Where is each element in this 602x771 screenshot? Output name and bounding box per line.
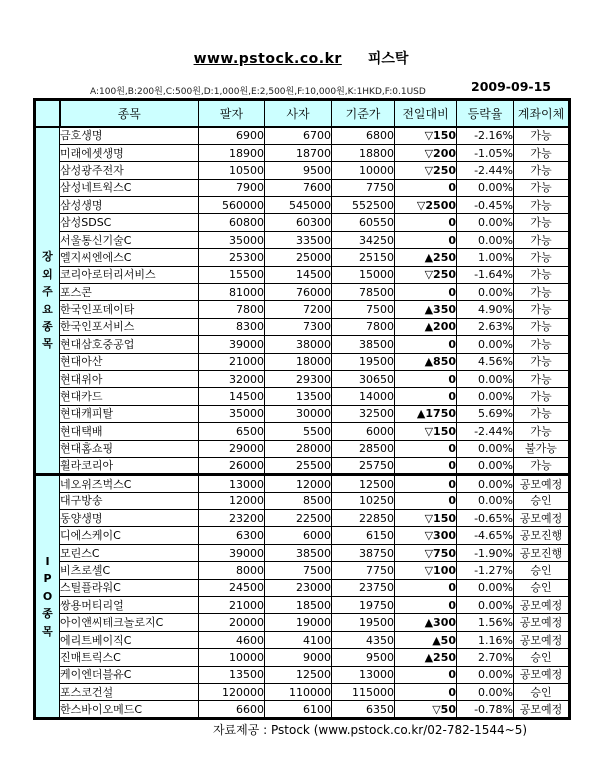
change-rate: 2.63% bbox=[457, 318, 514, 335]
base-price: 30650 bbox=[332, 370, 395, 387]
stock-name: 삼성광주전자 bbox=[60, 162, 199, 179]
stock-name: 에리트베이직C bbox=[60, 631, 199, 648]
transfer-status: 가능 bbox=[514, 388, 570, 405]
change-rate: -2.16% bbox=[457, 127, 514, 144]
change-rate: -2.44% bbox=[457, 162, 514, 179]
transfer-status: 가능 bbox=[514, 197, 570, 214]
change-value: ▽150 bbox=[395, 423, 457, 440]
transfer-status: 공모예정 bbox=[514, 510, 570, 527]
buy-price: 8500 bbox=[265, 492, 332, 509]
change-rate: 0.00% bbox=[457, 370, 514, 387]
base-price: 7750 bbox=[332, 179, 395, 196]
table-row bbox=[35, 631, 570, 648]
table-row bbox=[35, 579, 570, 596]
stock-name: 현대위아 bbox=[60, 370, 199, 387]
stock-name: 한스바이오메드C bbox=[60, 701, 199, 718]
base-price: 13000 bbox=[332, 666, 395, 683]
change-value: 0 bbox=[395, 388, 457, 405]
change-value: ▲250 bbox=[395, 249, 457, 266]
table-row bbox=[35, 301, 570, 318]
stock-name: 서울통신기술C bbox=[60, 231, 199, 248]
change-value: 0 bbox=[395, 579, 457, 596]
header-buy-price: 사자 bbox=[265, 100, 332, 128]
sell-price: 26000 bbox=[199, 457, 265, 474]
change-value: ▽150 bbox=[395, 510, 457, 527]
table-row bbox=[35, 544, 570, 561]
buy-price: 18700 bbox=[265, 144, 332, 161]
stock-name: 현대카드 bbox=[60, 388, 199, 405]
change-value: 0 bbox=[395, 370, 457, 387]
change-value: ▽250 bbox=[395, 162, 457, 179]
stock-table-body bbox=[35, 127, 570, 718]
base-price: 25750 bbox=[332, 457, 395, 474]
change-value: ▽250 bbox=[395, 266, 457, 283]
stock-name: 아이앤씨테크놀로지C bbox=[60, 614, 199, 631]
base-price: 7750 bbox=[332, 562, 395, 579]
transfer-status: 가능 bbox=[514, 405, 570, 422]
transfer-status: 가능 bbox=[514, 353, 570, 370]
buy-price: 38500 bbox=[265, 544, 332, 561]
transfer-status: 승인 bbox=[514, 562, 570, 579]
stock-name: 진매트릭스C bbox=[60, 649, 199, 666]
sell-price: 6900 bbox=[199, 127, 265, 144]
change-value: ▲350 bbox=[395, 301, 457, 318]
change-value: ▲50 bbox=[395, 631, 457, 648]
change-rate: 1.00% bbox=[457, 249, 514, 266]
table-row bbox=[35, 492, 570, 509]
sell-price: 81000 bbox=[199, 284, 265, 301]
base-price: 4350 bbox=[332, 631, 395, 648]
change-value: 0 bbox=[395, 336, 457, 353]
change-rate: -0.78% bbox=[457, 701, 514, 718]
sell-price: 13500 bbox=[199, 666, 265, 683]
transfer-status: 가능 bbox=[514, 284, 570, 301]
change-value: ▽100 bbox=[395, 562, 457, 579]
buy-price: 14500 bbox=[265, 266, 332, 283]
base-price: 38750 bbox=[332, 544, 395, 561]
sell-price: 29000 bbox=[199, 440, 265, 457]
table-row bbox=[35, 179, 570, 196]
table-row bbox=[35, 127, 570, 144]
stock-name: 현대택배 bbox=[60, 423, 199, 440]
buy-price: 7200 bbox=[265, 301, 332, 318]
base-price: 25150 bbox=[332, 249, 395, 266]
buy-price: 12500 bbox=[265, 666, 332, 683]
change-rate: 0.00% bbox=[457, 666, 514, 683]
sell-price: 10000 bbox=[199, 649, 265, 666]
change-rate: 0.00% bbox=[457, 214, 514, 231]
change-value: ▲300 bbox=[395, 614, 457, 631]
sell-price: 560000 bbox=[199, 197, 265, 214]
table-row bbox=[35, 475, 570, 492]
base-price: 19500 bbox=[332, 614, 395, 631]
change-rate: -1.05% bbox=[457, 144, 514, 161]
sell-price: 15500 bbox=[199, 266, 265, 283]
change-value: 0 bbox=[395, 597, 457, 614]
base-price: 23750 bbox=[332, 579, 395, 596]
transfer-status: 공모예정 bbox=[514, 701, 570, 718]
buy-price: 9000 bbox=[265, 649, 332, 666]
base-price: 78500 bbox=[332, 284, 395, 301]
stock-name: 엘지씨엔에스C bbox=[60, 249, 199, 266]
buy-price: 6000 bbox=[265, 527, 332, 544]
base-price: 28500 bbox=[332, 440, 395, 457]
base-price: 6350 bbox=[332, 701, 395, 718]
buy-price: 6100 bbox=[265, 701, 332, 718]
base-price: 32500 bbox=[332, 405, 395, 422]
table-row bbox=[35, 440, 570, 457]
change-rate: 1.56% bbox=[457, 614, 514, 631]
base-price: 15000 bbox=[332, 266, 395, 283]
transfer-status: 가능 bbox=[514, 423, 570, 440]
transfer-status: 공모진행 bbox=[514, 527, 570, 544]
sell-price: 14500 bbox=[199, 388, 265, 405]
table-row bbox=[35, 370, 570, 387]
base-price: 6800 bbox=[332, 127, 395, 144]
table-row bbox=[35, 284, 570, 301]
table-row bbox=[35, 144, 570, 161]
change-value: ▽300 bbox=[395, 527, 457, 544]
change-rate: 0.00% bbox=[457, 684, 514, 701]
change-value: 0 bbox=[395, 231, 457, 248]
base-price: 19750 bbox=[332, 597, 395, 614]
base-price: 19500 bbox=[332, 353, 395, 370]
buy-price: 28000 bbox=[265, 440, 332, 457]
base-price: 115000 bbox=[332, 684, 395, 701]
base-price: 7800 bbox=[332, 318, 395, 335]
transfer-status: 가능 bbox=[514, 266, 570, 283]
base-price: 9500 bbox=[332, 649, 395, 666]
sell-price: 20000 bbox=[199, 614, 265, 631]
transfer-status: 승인 bbox=[514, 579, 570, 596]
buy-price: 7500 bbox=[265, 562, 332, 579]
transfer-status: 가능 bbox=[514, 457, 570, 474]
change-rate: 0.00% bbox=[457, 336, 514, 353]
stock-name: 네오위즈벅스C bbox=[60, 475, 199, 492]
table-row bbox=[35, 249, 570, 266]
change-rate: 1.16% bbox=[457, 631, 514, 648]
sell-price: 23200 bbox=[199, 510, 265, 527]
base-price: 552500 bbox=[332, 197, 395, 214]
page-title bbox=[0, 48, 602, 68]
change-value: ▲250 bbox=[395, 649, 457, 666]
table-row bbox=[35, 701, 570, 718]
change-value: 0 bbox=[395, 179, 457, 196]
change-value: ▲200 bbox=[395, 318, 457, 335]
change-rate: 0.00% bbox=[457, 597, 514, 614]
buy-price: 30000 bbox=[265, 405, 332, 422]
sell-price: 21000 bbox=[199, 353, 265, 370]
buy-price: 25000 bbox=[265, 249, 332, 266]
change-value: ▲1750 bbox=[395, 405, 457, 422]
stock-name: 모린스C bbox=[60, 544, 199, 561]
change-value: ▲850 bbox=[395, 353, 457, 370]
change-rate: 4.90% bbox=[457, 301, 514, 318]
buy-price: 76000 bbox=[265, 284, 332, 301]
change-value: ▽750 bbox=[395, 544, 457, 561]
table-row bbox=[35, 510, 570, 527]
sell-price: 7800 bbox=[199, 301, 265, 318]
change-rate: 0.00% bbox=[457, 179, 514, 196]
change-value: ▽150 bbox=[395, 127, 457, 144]
table-row bbox=[35, 423, 570, 440]
transfer-status: 가능 bbox=[514, 214, 570, 231]
sell-price: 39000 bbox=[199, 544, 265, 561]
change-rate: 2.70% bbox=[457, 649, 514, 666]
change-rate: 0.00% bbox=[457, 388, 514, 405]
transfer-status: 가능 bbox=[514, 144, 570, 161]
change-rate: 5.69% bbox=[457, 405, 514, 422]
stock-name: 한국인포서비스 bbox=[60, 318, 199, 335]
change-rate: -2.44% bbox=[457, 423, 514, 440]
stock-name: 미래에셋생명 bbox=[60, 144, 199, 161]
change-value: ▽50 bbox=[395, 701, 457, 718]
header-rate: 등락율 bbox=[457, 100, 514, 128]
table-row bbox=[35, 684, 570, 701]
header-corner-cell bbox=[35, 100, 60, 128]
buy-price: 6700 bbox=[265, 127, 332, 144]
transfer-status: 공모예정 bbox=[514, 631, 570, 648]
buy-price: 5500 bbox=[265, 423, 332, 440]
buy-price: 29300 bbox=[265, 370, 332, 387]
transfer-status: 공모예정 bbox=[514, 666, 570, 683]
buy-price: 7600 bbox=[265, 179, 332, 196]
table-row bbox=[35, 649, 570, 666]
price-unit-legend: A:100원,B:200원,C:500원,D:1,000원,E:2,500원,F:10,000원,K:1HKD,F:0.1USD bbox=[90, 87, 426, 97]
stock-name: 비츠로셀C bbox=[60, 562, 199, 579]
sell-price: 24500 bbox=[199, 579, 265, 596]
stock-name: 삼성생명 bbox=[60, 197, 199, 214]
stock-name: 쌍용머티리얼 bbox=[60, 597, 199, 614]
stock-name: 포스코건설 bbox=[60, 684, 199, 701]
stock-table bbox=[33, 98, 571, 720]
table-row bbox=[35, 336, 570, 353]
buy-price: 18000 bbox=[265, 353, 332, 370]
table-row bbox=[35, 353, 570, 370]
change-rate: 4.56% bbox=[457, 353, 514, 370]
base-price: 6000 bbox=[332, 423, 395, 440]
table-row bbox=[35, 562, 570, 579]
base-price: 10000 bbox=[332, 162, 395, 179]
stock-name: 삼성네트웍스C bbox=[60, 179, 199, 196]
base-price: 60550 bbox=[332, 214, 395, 231]
stock-name: 대구방송 bbox=[60, 492, 199, 509]
change-value: 0 bbox=[395, 684, 457, 701]
stock-name: 삼성SDSC bbox=[60, 214, 199, 231]
transfer-status: 가능 bbox=[514, 301, 570, 318]
table-row bbox=[35, 614, 570, 631]
change-rate: 0.00% bbox=[457, 457, 514, 474]
buy-price: 12000 bbox=[265, 475, 332, 492]
base-price: 34250 bbox=[332, 231, 395, 248]
change-value: 0 bbox=[395, 284, 457, 301]
change-value: 0 bbox=[395, 457, 457, 474]
transfer-status: 가능 bbox=[514, 249, 570, 266]
table-row bbox=[35, 597, 570, 614]
transfer-status: 승인 bbox=[514, 492, 570, 509]
change-rate: -4.65% bbox=[457, 527, 514, 544]
stock-name: 동양생명 bbox=[60, 510, 199, 527]
brand-name: 피스탁 bbox=[367, 51, 409, 67]
base-price: 10250 bbox=[332, 492, 395, 509]
sell-price: 35000 bbox=[199, 231, 265, 248]
base-price: 6150 bbox=[332, 527, 395, 544]
buy-price: 4100 bbox=[265, 631, 332, 648]
sell-price: 10500 bbox=[199, 162, 265, 179]
sell-price: 8300 bbox=[199, 318, 265, 335]
buy-price: 13500 bbox=[265, 388, 332, 405]
data-source-footer: 자료제공 : Pstock (www.pstock.co.kr/02-782-1544~5) bbox=[212, 723, 528, 737]
buy-price: 38000 bbox=[265, 336, 332, 353]
table-row bbox=[35, 666, 570, 683]
transfer-status: 공모예정 bbox=[514, 614, 570, 631]
report-date: 2009-09-15 bbox=[471, 79, 551, 94]
header-row bbox=[35, 100, 570, 128]
header-sell-price: 팔자 bbox=[199, 100, 265, 128]
sell-price: 8000 bbox=[199, 562, 265, 579]
group-label-otc-major: 장 외 주 요 종 목 bbox=[35, 127, 60, 475]
change-value: 0 bbox=[395, 440, 457, 457]
sell-price: 6300 bbox=[199, 527, 265, 544]
transfer-status: 불가능 bbox=[514, 440, 570, 457]
stock-name: 현대삼호중공업 bbox=[60, 336, 199, 353]
sell-price: 120000 bbox=[199, 684, 265, 701]
transfer-status: 가능 bbox=[514, 336, 570, 353]
transfer-status: 가능 bbox=[514, 231, 570, 248]
base-price: 18800 bbox=[332, 144, 395, 161]
sell-price: 21000 bbox=[199, 597, 265, 614]
stock-name: 금호생명 bbox=[60, 127, 199, 144]
stock-name: 현대아산 bbox=[60, 353, 199, 370]
sell-price: 12000 bbox=[199, 492, 265, 509]
sell-price: 6500 bbox=[199, 423, 265, 440]
base-price: 7500 bbox=[332, 301, 395, 318]
stock-name: 코리아로터리서비스 bbox=[60, 266, 199, 283]
buy-price: 7300 bbox=[265, 318, 332, 335]
sell-price: 18900 bbox=[199, 144, 265, 161]
transfer-status: 공모진행 bbox=[514, 544, 570, 561]
buy-price: 33500 bbox=[265, 231, 332, 248]
base-price: 14000 bbox=[332, 388, 395, 405]
change-rate: -1.90% bbox=[457, 544, 514, 561]
sell-price: 25300 bbox=[199, 249, 265, 266]
sell-price: 32000 bbox=[199, 370, 265, 387]
stock-name: 디에스케이C bbox=[60, 527, 199, 544]
stock-name: 포스콘 bbox=[60, 284, 199, 301]
table-row bbox=[35, 527, 570, 544]
buy-price: 19000 bbox=[265, 614, 332, 631]
transfer-status: 공모예정 bbox=[514, 475, 570, 492]
change-value: 0 bbox=[395, 666, 457, 683]
stock-name: 스틸플라워C bbox=[60, 579, 199, 596]
change-rate: -0.65% bbox=[457, 510, 514, 527]
change-rate: 0.00% bbox=[457, 475, 514, 492]
transfer-status: 가능 bbox=[514, 127, 570, 144]
table-row bbox=[35, 388, 570, 405]
sell-price: 6600 bbox=[199, 701, 265, 718]
change-rate: -1.27% bbox=[457, 562, 514, 579]
header-change: 전일대비 bbox=[395, 100, 457, 128]
stock-name: 휠라코리아 bbox=[60, 457, 199, 474]
sell-price: 39000 bbox=[199, 336, 265, 353]
group-label-ipo: I P O 종 목 bbox=[35, 475, 60, 718]
table-row bbox=[35, 197, 570, 214]
base-price: 12500 bbox=[332, 475, 395, 492]
change-value: 0 bbox=[395, 214, 457, 231]
table-row bbox=[35, 231, 570, 248]
base-price: 22850 bbox=[332, 510, 395, 527]
sell-price: 60800 bbox=[199, 214, 265, 231]
table-row bbox=[35, 266, 570, 283]
sell-price: 4600 bbox=[199, 631, 265, 648]
change-value: 0 bbox=[395, 492, 457, 509]
sell-price: 7900 bbox=[199, 179, 265, 196]
transfer-status: 가능 bbox=[514, 318, 570, 335]
stock-name: 현대홈쇼핑 bbox=[60, 440, 199, 457]
transfer-status: 가능 bbox=[514, 162, 570, 179]
change-value: ▽2500 bbox=[395, 197, 457, 214]
buy-price: 23000 bbox=[265, 579, 332, 596]
stock-name: 한국인포데이타 bbox=[60, 301, 199, 318]
table-row bbox=[35, 318, 570, 335]
table-row bbox=[35, 214, 570, 231]
change-rate: 0.00% bbox=[457, 579, 514, 596]
buy-price: 9500 bbox=[265, 162, 332, 179]
header-base-price: 기준가 bbox=[332, 100, 395, 128]
buy-price: 22500 bbox=[265, 510, 332, 527]
change-rate: 0.00% bbox=[457, 492, 514, 509]
table-row bbox=[35, 405, 570, 422]
buy-price: 545000 bbox=[265, 197, 332, 214]
stock-name: 케이엔더블유C bbox=[60, 666, 199, 683]
change-rate: -1.64% bbox=[457, 266, 514, 283]
transfer-status: 가능 bbox=[514, 179, 570, 196]
transfer-status: 승인 bbox=[514, 684, 570, 701]
change-value: ▽200 bbox=[395, 144, 457, 161]
stock-name: 현대캐피탈 bbox=[60, 405, 199, 422]
sell-price: 35000 bbox=[199, 405, 265, 422]
change-rate: 0.00% bbox=[457, 231, 514, 248]
table-row bbox=[35, 162, 570, 179]
change-rate: 0.00% bbox=[457, 440, 514, 457]
transfer-status: 승인 bbox=[514, 649, 570, 666]
transfer-status: 공모예정 bbox=[514, 597, 570, 614]
header-transfer: 계좌이체 bbox=[514, 100, 570, 128]
site-url-link[interactable]: www.pstock.co.kr bbox=[193, 51, 342, 67]
buy-price: 25500 bbox=[265, 457, 332, 474]
change-rate: -0.45% bbox=[457, 197, 514, 214]
buy-price: 18500 bbox=[265, 597, 332, 614]
change-rate: 0.00% bbox=[457, 284, 514, 301]
header-stock-name: 종목 bbox=[60, 100, 199, 128]
change-value: 0 bbox=[395, 475, 457, 492]
table-row bbox=[35, 457, 570, 474]
buy-price: 60300 bbox=[265, 214, 332, 231]
buy-price: 110000 bbox=[265, 684, 332, 701]
sell-price: 13000 bbox=[199, 475, 265, 492]
transfer-status: 가능 bbox=[514, 370, 570, 387]
base-price: 38500 bbox=[332, 336, 395, 353]
